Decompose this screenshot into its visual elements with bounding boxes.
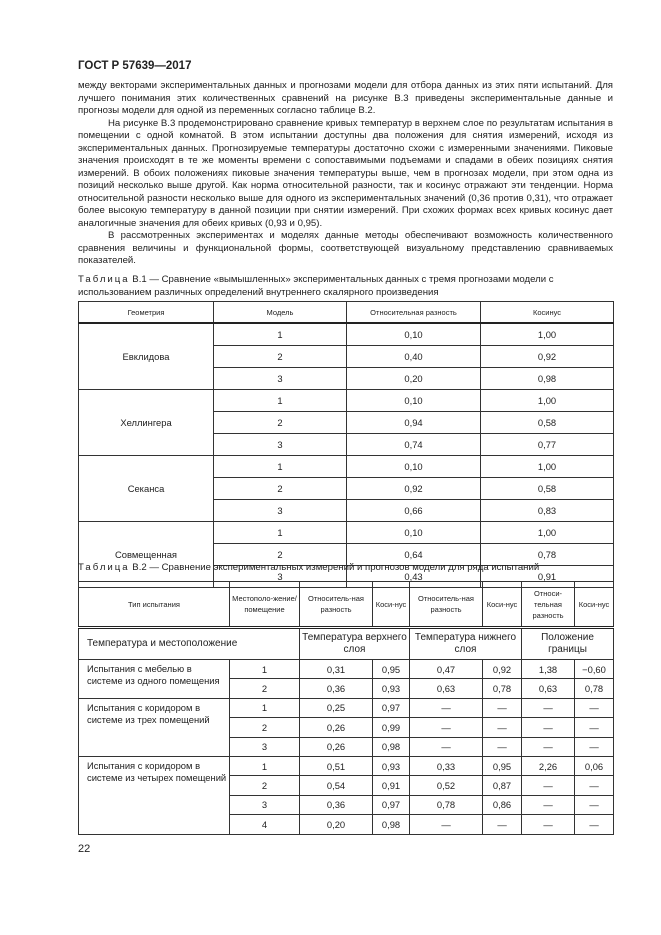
table-cell: —: [575, 815, 614, 834]
table-cell: 0,40: [347, 346, 481, 368]
table-row: [79, 628, 614, 660]
column-header: Относитель-ная разность: [300, 582, 373, 628]
table-cell: —: [410, 815, 483, 834]
table-cell: 0,91: [481, 566, 614, 588]
table-cell: 0,26: [300, 718, 373, 737]
body-text: [78, 80, 613, 268]
table-cell: 4: [230, 815, 300, 834]
table-row: [79, 698, 614, 717]
table-cell: 2: [214, 346, 347, 368]
table-cell: 1: [214, 390, 347, 412]
table-cell: 0,98: [373, 815, 410, 834]
table-cell: 3: [214, 368, 347, 390]
geometry-cell: Совмещенная: [79, 522, 214, 588]
column-header: Коси-нус: [373, 582, 410, 628]
table-cell: 0,10: [347, 390, 481, 412]
table-cell: 0,95: [373, 660, 410, 679]
table-cell: 2: [230, 679, 300, 698]
table-cell: 0,20: [300, 815, 373, 834]
test-type-cell: Испытания с коридором в системе из четырех помещений: [79, 756, 230, 834]
document-header: ГОСТ Р 57639—2017: [78, 60, 192, 72]
geometry-cell: Секанса: [79, 456, 214, 522]
table-cell: 2: [214, 412, 347, 434]
table-cell: —: [483, 718, 522, 737]
test-type-cell: Испытания с коридором в системе из трех помещений: [79, 698, 230, 756]
table-cell: 0,47: [410, 660, 483, 679]
table-cell: 0,36: [300, 679, 373, 698]
column-header: Коси-нус: [575, 582, 614, 628]
table-row: [79, 390, 614, 412]
table-cell: 0,26: [300, 737, 373, 756]
table-cell: 0,86: [483, 795, 522, 814]
column-header: Относительная разность: [347, 302, 481, 324]
table-cell: —: [483, 737, 522, 756]
table-cell: 3: [230, 795, 300, 814]
table-cell: 0,98: [481, 368, 614, 390]
table-cell: —: [522, 698, 575, 717]
table-cell: 0,25: [300, 698, 373, 717]
table-cell: 1,38: [522, 660, 575, 679]
table-cell: 0,31: [300, 660, 373, 679]
table-cell: 1: [214, 323, 347, 346]
table-cell: 1,00: [481, 390, 614, 412]
table1-caption: [78, 274, 618, 299]
table-cell: 0,51: [300, 756, 373, 775]
table-cell: 1,00: [481, 323, 614, 346]
table-cell: 0,74: [347, 434, 481, 456]
table-cell: 1,00: [481, 522, 614, 544]
table-cell: —: [410, 718, 483, 737]
caption-text: В.1 — Сравнение «вымышленных» экспериментальных данных с тремя прогнозами модели с использованием различных определений внутреннего скалярного произведения: [78, 274, 554, 298]
table-cell: 0,78: [575, 679, 614, 698]
paragraph: На рисунке В.3 продемонстрировано сравнение кривых температур в верхнем слое по результатам испытания в помещении с одной комнатой. В этом испытании доступны два положения для снятия измерений, исходя из экспериментальных данных. Прогнозируемые температуры достаточно схожи с измеренными значениями. Пиковые значения происходят в те же моменты времени с сопоставимыми подъемами и спадами в обеих позициях снятия измерений. В обоих положениях пиковые значения температуры выше, чем в прогнозах модели, при этом одна из позиций несколько выше другой. Как норма относительной разности, так и косинус отражают эти тенденции. Норма относительной разности несколько выше для одного из экспериментальных значений (0,36 против 0,31), что отражает более высокую температуру в данной позиции при снятии измерений. При схожих формах всех кривых косинус дает аналогичные значения для обеих кривых (0,93 и 0,95).: [78, 117, 613, 229]
column-header: Относи-тельная разность: [522, 582, 575, 628]
caption-text: В.2 — Сравнение экспериментальных измерений и прогнозов модели для ряда испытаний: [132, 562, 540, 573]
geometry-cell: Евклидова: [79, 323, 214, 390]
table-cell: 0,83: [481, 500, 614, 522]
table-cell: —: [522, 718, 575, 737]
geometry-cell: Хеллингера: [79, 390, 214, 456]
paragraph: В рассмотренных экспериментах и моделях данные методы обеспечивают возможность количественного сравнения величины и функциональной формы, соответствующей визуальному представлению сравниваемых показателей.: [78, 230, 613, 266]
group-header: Температура и местоположение: [79, 628, 300, 660]
table-cell: 0,77: [481, 434, 614, 456]
table-row: [79, 323, 614, 346]
table-cell: 0,52: [410, 776, 483, 795]
table-cell: —: [410, 698, 483, 717]
table-cell: 0,97: [373, 795, 410, 814]
table-cell: 0,93: [373, 756, 410, 775]
table-cell: 0,63: [410, 679, 483, 698]
table-cell: 0,06: [575, 756, 614, 775]
table-cell: —: [522, 737, 575, 756]
table-cell: —: [522, 795, 575, 814]
table-cell: 1,00: [481, 456, 614, 478]
table-cell: 1: [230, 756, 300, 775]
test-type-cell: Испытания с мебелью в системе из одного помещения: [79, 660, 230, 699]
table-cell: 0,10: [347, 323, 481, 346]
table-cell: 2: [214, 478, 347, 500]
table-cell: 0,58: [481, 478, 614, 500]
table-row: [79, 582, 614, 628]
table-cell: 3: [214, 500, 347, 522]
column-header: Коси-нус: [483, 582, 522, 628]
table-cell: 0,95: [483, 756, 522, 775]
table-cell: 2: [230, 776, 300, 795]
table-cell: —: [522, 776, 575, 795]
table-cell: 0,93: [373, 679, 410, 698]
table-cell: 0,92: [481, 346, 614, 368]
table-cell: 2: [230, 718, 300, 737]
table-cell: 0,99: [373, 718, 410, 737]
table-b2: [78, 581, 614, 835]
table-cell: —: [575, 795, 614, 814]
group-header: Положение границы: [522, 628, 614, 660]
table-cell: 0,58: [481, 412, 614, 434]
table-row: [79, 660, 614, 679]
table-cell: 0,92: [483, 660, 522, 679]
table-cell: 0,33: [410, 756, 483, 775]
group-header: Температура нижнего слоя: [410, 628, 522, 660]
table-cell: 0,91: [373, 776, 410, 795]
table-cell: —: [522, 815, 575, 834]
table-row: [79, 302, 614, 324]
table-row: [79, 456, 614, 478]
table-cell: 3: [230, 737, 300, 756]
table-cell: −0,60: [575, 660, 614, 679]
table-cell: 0,92: [347, 478, 481, 500]
paragraph: между векторами экспериментальных данных и прогнозами модели для отбора данных из этих пяти испытаний. Для лучшего понимания этих количественных сравнений на рисунке В.3 приведены экспериментальные данные и прогнозы модели для одной из переменных согласно таблице В.2.: [78, 80, 613, 116]
table-cell: 0,54: [300, 776, 373, 795]
column-header: Местополо-жение/ помещение: [230, 582, 300, 628]
table-cell: 0,78: [410, 795, 483, 814]
column-header: Геометрия: [79, 302, 214, 324]
table-cell: 0,66: [347, 500, 481, 522]
table-cell: —: [483, 698, 522, 717]
table-cell: —: [410, 737, 483, 756]
table-cell: 1: [214, 456, 347, 478]
table-cell: 0,10: [347, 522, 481, 544]
table-cell: 1: [230, 698, 300, 717]
table-cell: —: [575, 776, 614, 795]
table-cell: 0,94: [347, 412, 481, 434]
table-row: [79, 522, 614, 544]
table-cell: 0,20: [347, 368, 481, 390]
column-header: Косинус: [481, 302, 614, 324]
table2-caption: [78, 562, 618, 575]
table-cell: 0,87: [483, 776, 522, 795]
column-header: Модель: [214, 302, 347, 324]
group-header: Температура верхнего слоя: [300, 628, 410, 660]
table-row: [79, 756, 614, 775]
table-cell: 0,43: [347, 566, 481, 588]
table-cell: 0,98: [373, 737, 410, 756]
table-cell: 0,64: [347, 544, 481, 566]
table-cell: 0,10: [347, 456, 481, 478]
column-header: Тип испытания: [79, 582, 230, 628]
table-cell: 1: [214, 522, 347, 544]
table-cell: —: [575, 737, 614, 756]
table-cell: —: [483, 815, 522, 834]
table-cell: 0,78: [481, 544, 614, 566]
table-cell: 0,78: [483, 679, 522, 698]
table-cell: 2,26: [522, 756, 575, 775]
table-cell: —: [575, 718, 614, 737]
table-cell: 0,36: [300, 795, 373, 814]
page-number: 22: [78, 843, 91, 855]
column-header: Относитель-ная разность: [410, 582, 483, 628]
table-cell: —: [575, 698, 614, 717]
caption-label: Таблица: [78, 274, 130, 285]
table-cell: 3: [214, 566, 347, 588]
table-b1: [78, 301, 614, 588]
caption-label: Таблица: [78, 562, 130, 573]
table-cell: 3: [214, 434, 347, 456]
table-cell: 1: [230, 660, 300, 679]
table-cell: 0,63: [522, 679, 575, 698]
table-cell: 2: [214, 544, 347, 566]
table-cell: 0,97: [373, 698, 410, 717]
